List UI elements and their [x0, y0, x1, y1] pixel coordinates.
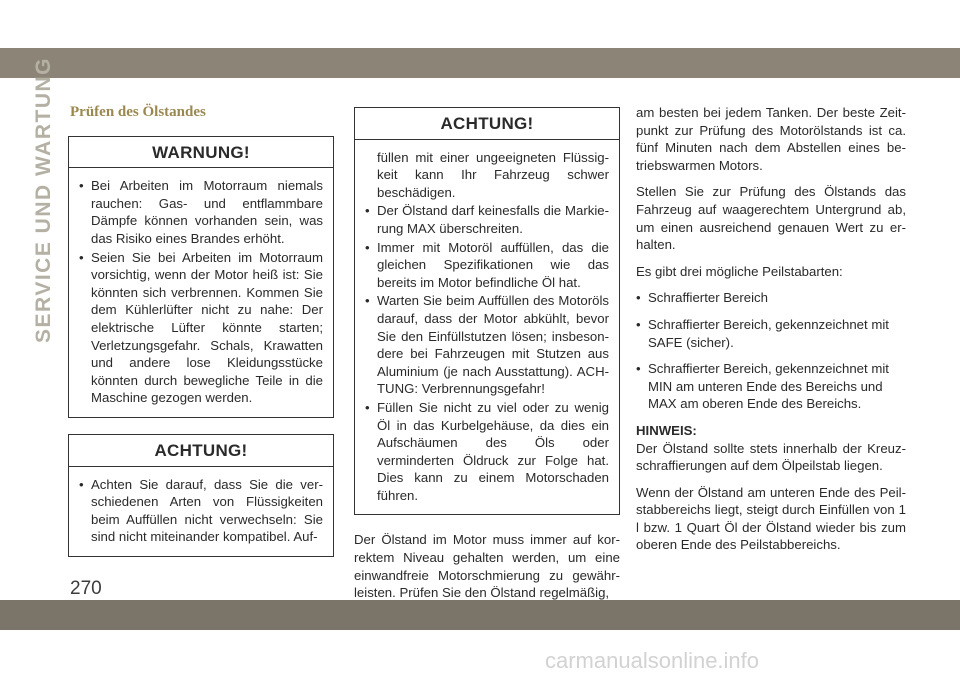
caution-item: • Der Ölstand darf keinesfalls die Markierung MAX überschreiten.: [365, 202, 609, 237]
caution-item: • Warten Sie beim Auffüllen des Motoröls darauf, dass der Motor abkühlt, bevor Sie den Einfüllstutzen lösen; insbesondere bei Fahrzeugen mit Stutzen aus Aluminium (je nach Ausstattung). ACHTUNG: Verbrennungsgefahr!: [365, 292, 609, 398]
note-label: HINWEIS:: [636, 422, 697, 438]
body-paragraph: am besten bei jedem Tanken. Der beste Zeitpunkt zur Prüfung des Motorölstands ist ca. fünf Minuten nach dem Abstellen eines betriebswarmen Motors.: [636, 105, 906, 173]
body-paragraph: Wenn der Ölstand am unteren Ende des Peilstabbereichs liegt, steigt durch Einfüllen von 1 l bzw. 1 Quart Öl der Ölstand wieder bis zum oberen Ende des Peilstabbereichs.: [636, 484, 906, 553]
body-paragraph: Es gibt drei mögliche Peilstabarten:: [636, 263, 843, 279]
caution-item: • Achten Sie darauf, dass Sie die verschiedenen Arten von Flüssigkeiten beim Auffüllen nicht verwechseln: Sie sind nicht miteinander kompatibel. Auf-: [79, 476, 323, 546]
dipstick-type-item: • Schraffierter Bereich, gekennzeichnet mit MIN am unteren Ende des Bereichs und MAX am oberen Ende des Bereichs.: [636, 360, 906, 413]
page-number: 270: [70, 578, 102, 599]
warning-title: WARNUNG!: [69, 137, 333, 169]
watermark: carmanualsonline.info: [545, 648, 760, 673]
column-2: [354, 107, 620, 610]
warning-item: • Seien Sie bei Arbeiten im Motorraum vorsichtig, wenn der Motor heiß ist: Sie könnten sich verbrennen. Kommen Sie dem Kühlerlüfter nicht zu nahe: Der elektrische Lüfter könnte starten; Verletzungsgefahr. Schals, Krawatten und andere lose Kleidungsstücke könnten durch bewegliche Teile in die Maschine gezogen werden.: [79, 249, 323, 407]
caution-title: ACHTUNG!: [355, 108, 619, 140]
body-paragraph: Stellen Sie zur Prüfung des Ölstands das Fahrzeug auf waagerechtem Untergrund ab, um einen ausreichend genauen Wert zu erhalten.: [636, 184, 906, 253]
caution-box-continued: [354, 107, 620, 515]
caution-item: • Füllen Sie nicht zu viel oder zu wenig Öl in das Kurbelgehäuse, da dies ein Aufschäumen des Öls oder verminderten Öldruck zur Folge hat. Dies kann zu einem Motorschaden führen.: [365, 399, 609, 505]
column-1: [68, 104, 334, 573]
caution-continuation: füllen mit einer ungeeigneten Flüssigkeit kann Ihr Fahrzeug schwer beschädigen.: [377, 149, 609, 200]
caution-title: ACHTUNG!: [69, 435, 333, 467]
warning-item: • Bei Arbeiten im Motorraum niemals rauchen: Gas- und entflammbare Dämpfe können vorhanden sein, was das Risiko eines Brandes erhöht.: [79, 177, 323, 247]
body-paragraph: Der Ölstand im Motor muss immer auf korrektem Niveau gehalten werden, um eine einwandfreie Motorschmierung zu gewährleisten. Prüfen Sie den Ölstand regelmäßig,: [354, 532, 620, 601]
caution-item: • Immer mit Motoröl auffüllen, das die gleichen Spezifikationen wie das bereits im Motor befindliche Öl hat.: [365, 239, 609, 292]
section-tab: [30, 57, 58, 343]
header-band: [0, 48, 960, 78]
dipstick-type-item: • Schraffierter Bereich, gekennzeichnet mit SAFE (sicher).: [636, 316, 906, 351]
dipstick-type-item: • Schraffierter Bereich: [636, 289, 906, 307]
section-heading: Prüfen des Ölstandes: [70, 104, 206, 120]
column-3: [636, 104, 906, 563]
note-text: Der Ölstand sollte stets innerhalb der Kreuzschraffierungen auf dem Ölpeilstab liegen.: [636, 440, 906, 474]
section-tab-label: SERVICE UND WARTUNG: [32, 57, 55, 343]
caution-box: [68, 434, 334, 557]
warning-box: [68, 136, 334, 418]
